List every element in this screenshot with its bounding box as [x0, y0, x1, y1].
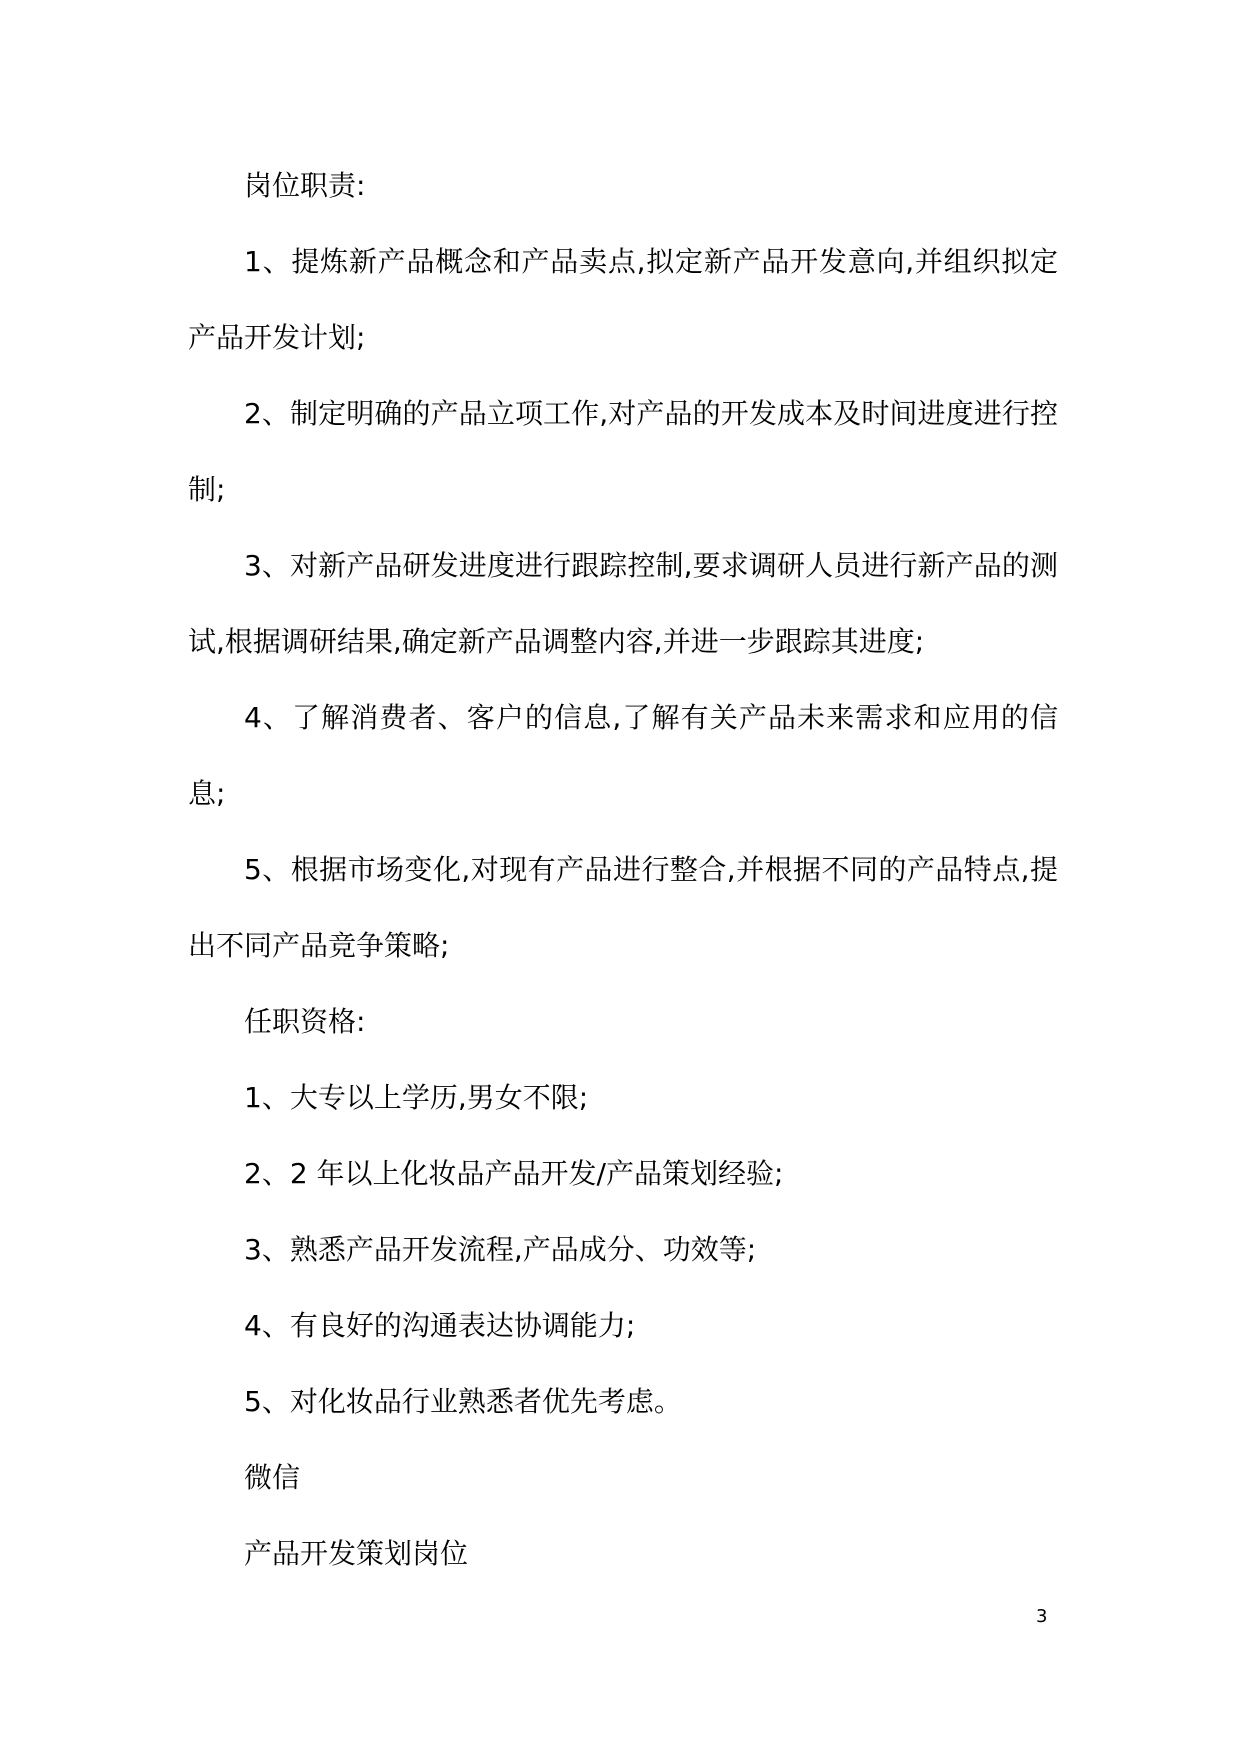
page-number: 3 [1036, 1606, 1048, 1627]
qualification-item-2: 2、2 年以上化妆品产品开发/产品策划经验; [244, 1157, 784, 1190]
qualification-item-4: 4、有良好的沟通表达协调能力; [244, 1309, 636, 1342]
wechat-label: 微信 [244, 1461, 301, 1494]
qualification-item-3: 3、熟悉产品开发流程,产品成分、功效等; [244, 1233, 757, 1266]
responsibility-item-3: 3、对新产品研发进度进行跟踪控制,要求调研人员进行新产品的测试,根据调研结果,确定新产品调整内容,并进一步跟踪其进度; [188, 549, 1058, 658]
responsibility-item-5: 5、根据市场变化,对现有产品进行整合,并根据不同的产品特点,提出不同产品竞争策略; [188, 853, 1058, 962]
qualification-item-1: 1、大专以上学历,男女不限; [244, 1081, 589, 1114]
section-heading-responsibilities: 岗位职责: [244, 169, 366, 202]
responsibility-item-1: 1、提炼新产品概念和产品卖点,拟定新产品开发意向,并组织拟定产品开发计划; [188, 245, 1058, 354]
responsibility-item-4: 4、了解消费者、客户的信息,了解有关产品未来需求和应用的信息; [188, 701, 1058, 810]
document-body [188, 148, 1058, 1592]
qualification-item-5: 5、对化妆品行业熟悉者优先考虑。 [244, 1385, 682, 1418]
position-title: 产品开发策划岗位 [244, 1537, 469, 1570]
section-heading-qualifications: 任职资格: [244, 1005, 366, 1038]
responsibility-item-2: 2、制定明确的产品立项工作,对产品的开发成本及时间进度进行控制; [188, 397, 1058, 506]
